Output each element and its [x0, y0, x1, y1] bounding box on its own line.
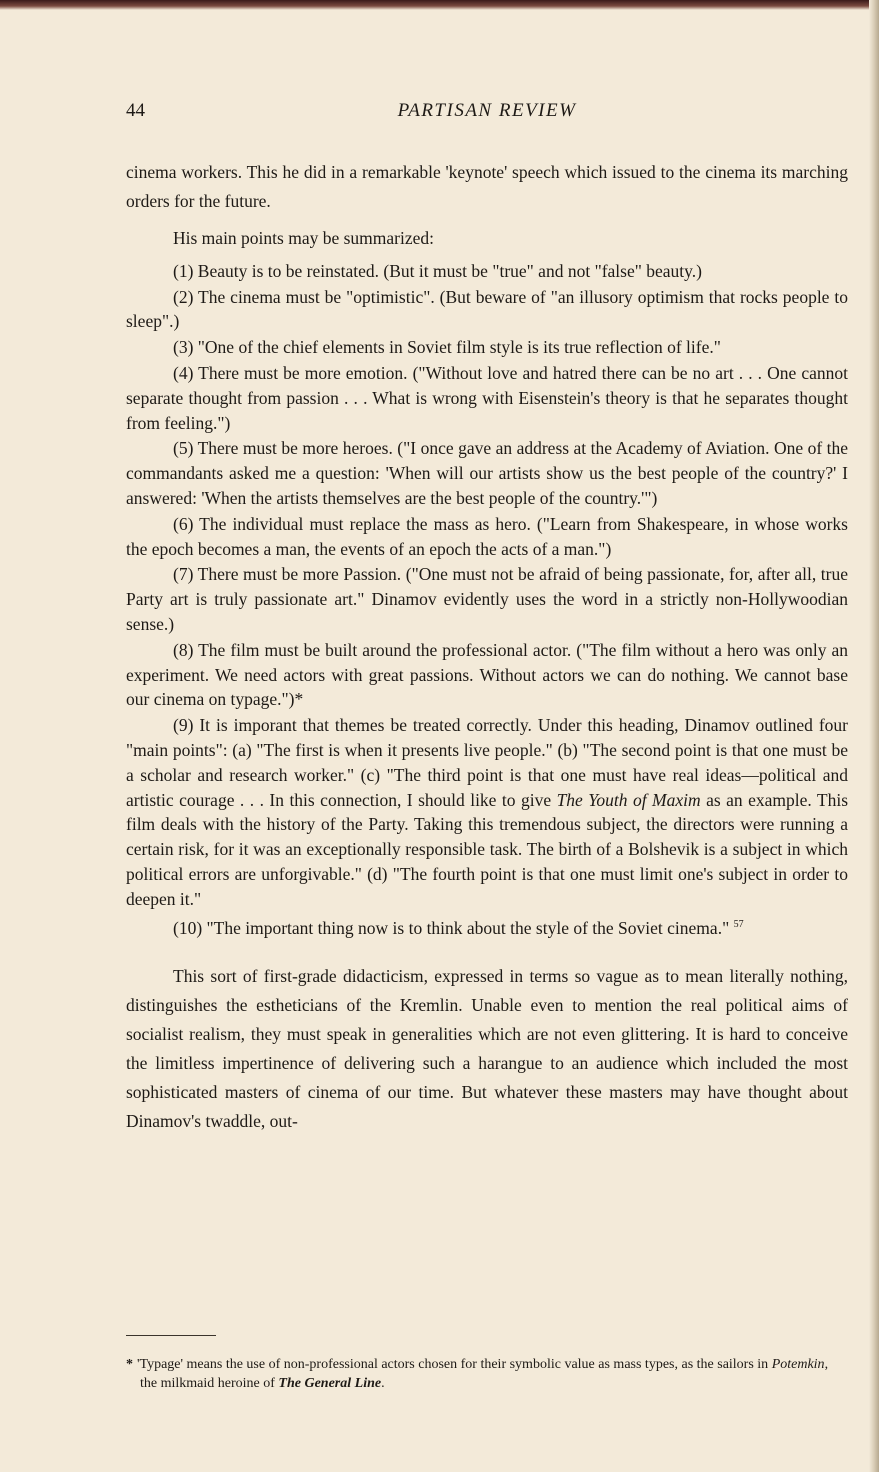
- point-6: (6) The individual must replace the mass as hero. ("Learn from Shakespeare, in whose works the epoch becomes a man, the events of an epoch the acts of a man."): [126, 513, 848, 559]
- film-title-general-line: The General Line: [278, 1376, 382, 1391]
- page-right-edge: [869, 0, 879, 1472]
- point-8: (8) The film must be built around the professional actor. ("The film without a hero was only an experiment. We need actors with great passions. Without actors we can do nothing. We cannot base our cinema on typage.")*: [126, 639, 848, 710]
- footnote-rule: [126, 1335, 216, 1336]
- page-header: [126, 100, 848, 134]
- point-2: (2) The cinema must be "optimistic". (But beware of "an illusory optimism that rocks people to sleep".): [126, 286, 848, 332]
- points-intro: His main points may be summarized:: [173, 228, 434, 248]
- running-head: PARTISAN REVIEW: [397, 100, 577, 121]
- footnote-text-after: .: [381, 1376, 385, 1391]
- footnote-marker: *: [126, 1357, 133, 1372]
- opening-paragraph: cinema workers. This he did in a remarkable 'keynote' speech which issued to the cinema its marching orders for the future.: [126, 162, 848, 211]
- point-10-text: (10) "The important thing now is to think about the style of the Soviet cinema.": [173, 917, 730, 938]
- footnote: [126, 1355, 848, 1393]
- point-7: (7) There must be more Passion. ("One must not be afraid of being passionate, for, after all, true Party art is truly passionate art." Dinamov evidently uses the word in a strictly non-Hollywoodian sense.): [126, 564, 848, 634]
- point-10: [126, 913, 848, 941]
- point-1: (1) Beauty is to be reinstated. (But it must be "true" and not "false" beauty.): [173, 260, 702, 281]
- point-4: (4) There must be more emotion. ("Without love and hatred there can be no art . . . One cannot separate thought from passion . . . What is wrong with Eisenstein's theory is that he separates thought from feeling."): [126, 362, 848, 433]
- point-9: [126, 713, 848, 911]
- film-title-potemkin: Potemkin: [771, 1357, 825, 1372]
- endnote-ref-57: 57: [733, 918, 744, 930]
- point-3: (3) "One of the chief elements in Soviet film style is its true reflection of life.": [173, 337, 721, 358]
- page-number: 44: [126, 100, 145, 121]
- closing-paragraph: This sort of first-grade didacticism, expressed in terms so vague as to mean literally nothing, distinguishes the estheticians of the Kremlin. Unable even to mention the real political aims of socialist realism, they must speak in generalities which are not even glittering. It is hard to conceive the limitless impertinence of delivering such a harangue to an audience which included the most sophisticated masters of cinema of our time. But whatever these masters may have thought about Dinamov's twaddle, out-: [126, 966, 848, 1132]
- point-9-text-after: as an example. This film deals with the history of the Party. Taking this tremendous subject, the directors were running a certain risk, for it was an exceptionally responsible task. The birth of a Bolshevik is a subject in which political errors are unforgivable." (d) "The fourth point is that one must limit one's subject in order to deepen it.": [126, 789, 849, 909]
- point-5: (5) There must be more heroes. ("I once gave an address at the Academy of Aviation. One of the commandants asked me a question: 'When will our artists show us the best people of the country?' I answered: 'When the artists themselves are the best people of the country.'"): [126, 438, 848, 508]
- footnote-text: [126, 1355, 848, 1393]
- film-title-youth-of-maxim: The Youth of Maxim: [556, 789, 701, 810]
- footnote-text-before: 'Typage' means the use of non-professional actors chosen for their symbolic value as mass types, as the sailors in: [137, 1357, 772, 1372]
- page-top-edge: [0, 0, 879, 10]
- body-text: [126, 158, 848, 1136]
- footnote-text-middle: , the milkmaid heroine of: [140, 1357, 829, 1391]
- point-9-text-before: (9) It is imporant that themes be treated correctly. Under this heading, Dinamov outlined four "main points": (a) "The first is when it presents live people." (b) "The second point is that one must be a scholar and research worker." (c) "The third point is that one must have real ideas—political and artistic courage . . . In this connection, I should like to give: [126, 715, 848, 810]
